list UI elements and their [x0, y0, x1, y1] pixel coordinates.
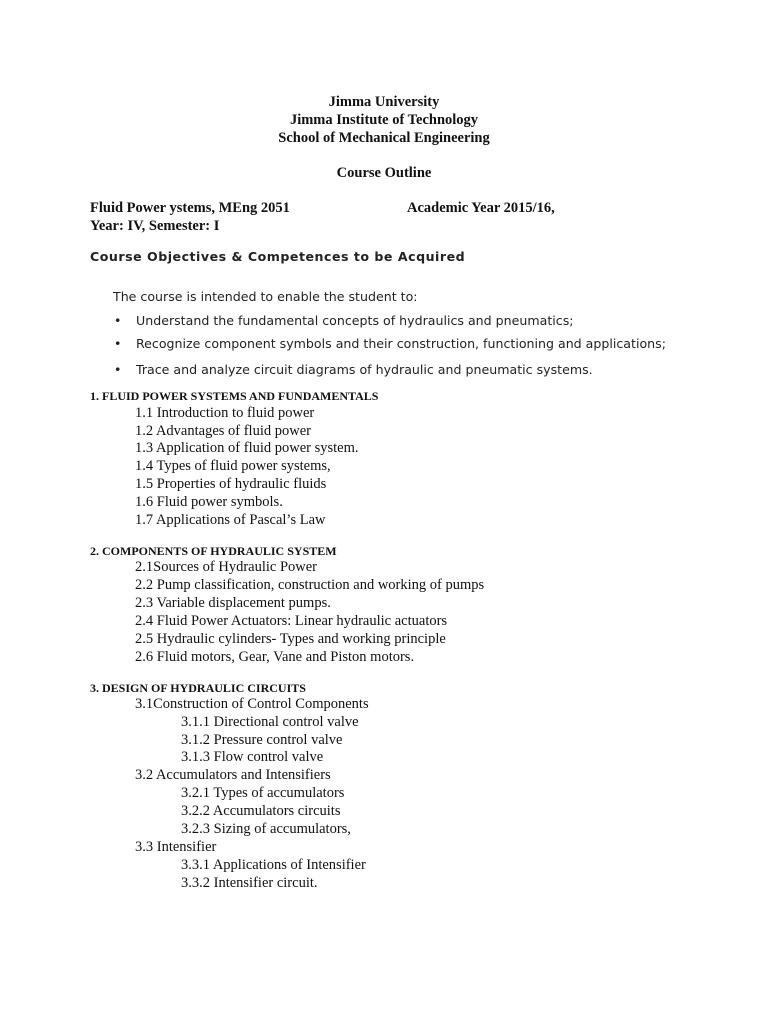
bullet-text: Recognize component symbols and their construction, functioning and applications;: [136, 336, 666, 351]
document-title: Course Outline: [336, 165, 432, 181]
list-item: 2.4 Fluid Power Actuators: Linear hydraulic actuators: [135, 613, 448, 629]
list-item: 3.2 Accumulators and Intensifiers: [135, 767, 331, 783]
list-item: 2.6 Fluid motors, Gear, Vane and Piston motors.: [135, 649, 415, 665]
list-item: 2.1Sources of Hydraulic Power: [135, 559, 318, 575]
list-item: 2.5 Hydraulic cylinders- Types and working principle: [135, 631, 446, 647]
list-item: 1.1 Introduction to fluid power: [135, 405, 315, 421]
list-item: 3.1.3 Flow control valve: [181, 749, 324, 765]
list-item: 3.2.1 Types of accumulators: [181, 785, 345, 801]
list-item: 3.2.3 Sizing of accumulators,: [181, 821, 351, 837]
section-title: 3. DESIGN OF HYDRAULIC CIRCUITS: [90, 681, 306, 695]
list-item: 1.3 Application of fluid power system.: [135, 440, 359, 456]
bullet-icon: •: [114, 336, 122, 351]
list-item: 3.1.1 Directional control valve: [181, 714, 359, 730]
list-item: 1.6 Fluid power symbols.: [135, 494, 283, 510]
list-item: 2.2 Pump classification, construction and working of pumps: [135, 577, 485, 593]
section-title: 1. FLUID POWER SYSTEMS AND FUNDAMENTALS: [90, 389, 379, 403]
list-item: 1.7 Applications of Pascal’s Law: [135, 512, 326, 528]
institute-name: Jimma Institute of Technology: [289, 112, 479, 128]
list-item: 1.4 Types of fluid power systems,: [135, 458, 331, 474]
objectives-intro: The course is intended to enable the student to:: [113, 289, 418, 304]
school-name: School of Mechanical Engineering: [278, 130, 490, 146]
list-item: 3.1Construction of Control Components: [135, 696, 369, 712]
list-item: 1.5 Properties of hydraulic fluids: [135, 476, 327, 492]
section-title: 2. COMPONENTS OF HYDRAULIC SYSTEM: [90, 544, 337, 558]
list-item: 3.1.2 Pressure control valve: [181, 732, 343, 748]
list-item: 3.3 Intensifier: [135, 839, 217, 855]
academic-year: Academic Year 2015/16,: [407, 200, 555, 216]
list-item: 3.3.1 Applications of Intensifier: [181, 857, 366, 873]
list-item: 2.3 Variable displacement pumps.: [135, 595, 331, 611]
list-item: 3.2.2 Accumulators circuits: [181, 803, 341, 819]
list-item: 3.3.2 Intensifier circuit.: [181, 875, 318, 891]
course-name: Fluid Power ystems, MEng 2051: [90, 200, 290, 216]
year-semester: Year: IV, Semester: I: [90, 218, 220, 234]
bullet-text: Trace and analyze circuit diagrams of hydraulic and pneumatic systems.: [136, 362, 593, 377]
objectives-heading: Course Objectives & Competences to be Acquired: [90, 249, 466, 264]
bullet-icon: •: [114, 362, 122, 377]
bullet-icon: •: [114, 313, 122, 328]
list-item: 1.2 Advantages of fluid power: [135, 423, 311, 439]
university-name: Jimma University: [328, 94, 440, 110]
bullet-text: Understand the fundamental concepts of hydraulics and pneumatics;: [136, 313, 574, 328]
